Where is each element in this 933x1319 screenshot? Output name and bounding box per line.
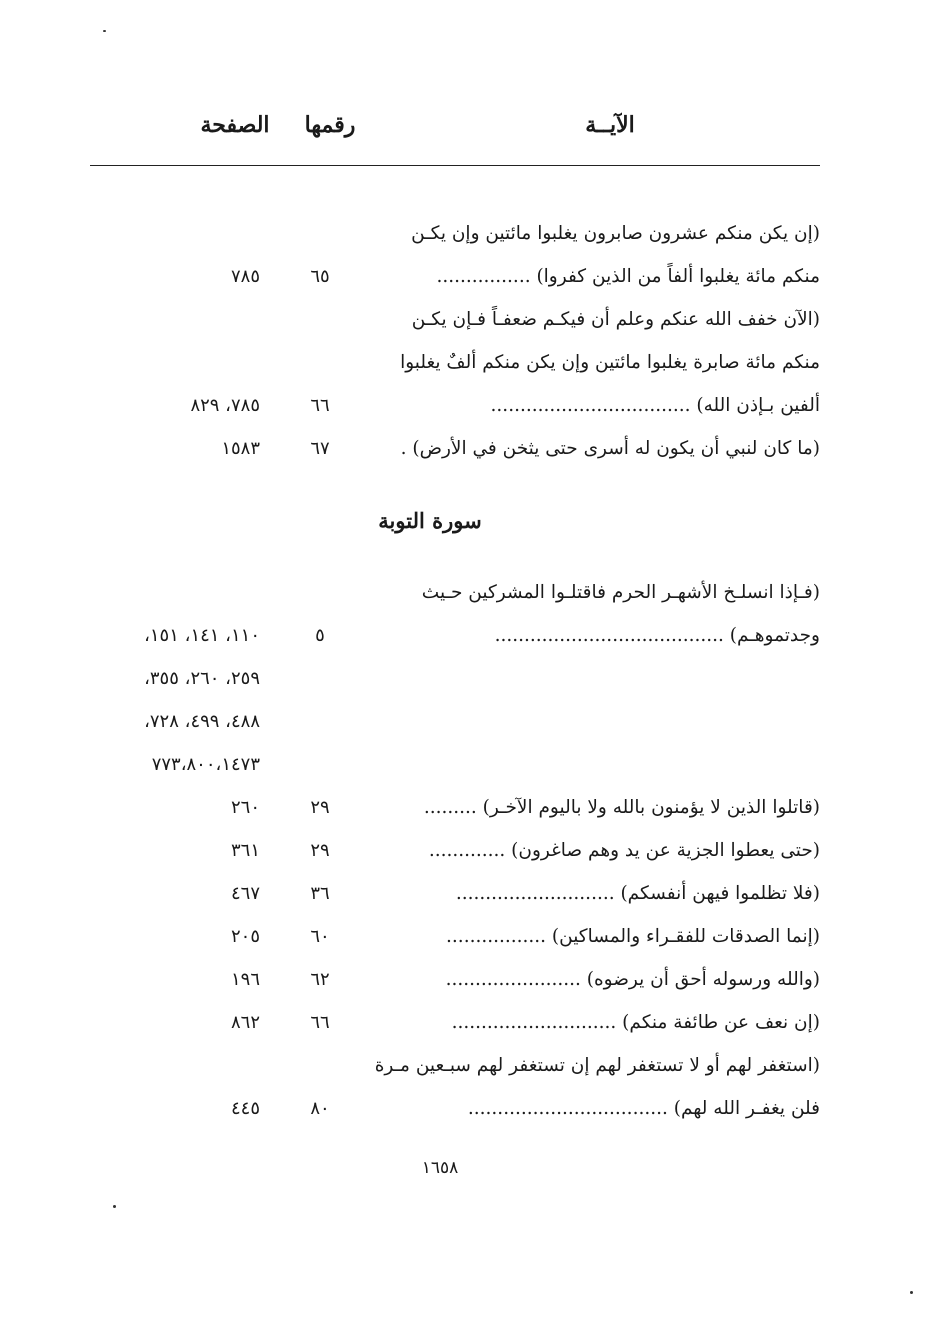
- page-references: ٢٠٥: [230, 926, 260, 947]
- verse-text: (فلا تظلموا فيهن أنفسكم) ...........................: [455, 883, 820, 904]
- page-references: ٤٦٧: [230, 883, 260, 904]
- speck: [103, 30, 106, 32]
- verse-number: [290, 659, 350, 699]
- page-references: [90, 300, 260, 340]
- verse-number: [290, 702, 350, 742]
- verse-text: [360, 702, 820, 742]
- page-references: ١١٠، ١٤١، ١٥١،: [144, 625, 260, 646]
- header-rule: [90, 165, 820, 166]
- verse-number: ٢٩: [310, 797, 330, 818]
- page-references: ٢٦٠: [230, 797, 260, 818]
- verse-number: ٦٦: [310, 1012, 330, 1033]
- verse-text: (فـإذا انسلـخ الأشهـر الحرم فاقتلـوا المشركين حـيث: [421, 582, 820, 603]
- header-verse: الآيــة: [585, 112, 635, 138]
- verse-text: ألفين بـإذن الله) ..................................: [490, 395, 820, 416]
- verse-number: ٦٠: [310, 926, 330, 947]
- verse-number: [290, 745, 350, 785]
- page-references: ٧٨٥، ٨٢٩: [190, 395, 260, 416]
- verse-text: وجدتموهـم) .......................................: [494, 625, 820, 646]
- verse-text: (قاتلوا الذين لا يؤمنون بالله ولا باليوم الآخـر) .........: [423, 797, 820, 818]
- verse-number: ٨٠: [310, 1098, 330, 1119]
- verse-text: (الآن خفف الله عنكم وعلم أن فيكـم ضعفـاً فـإن يكـن: [411, 309, 820, 330]
- verse-text: (استغفر لهم أو لا تستغفر لهم إن تستغفر لهم سبـعين مـرة: [374, 1055, 820, 1076]
- page-references: [90, 1046, 260, 1086]
- verse-number: ٦٦: [310, 395, 330, 416]
- verse-text: (إن نعف عن طائفة منكم) ............................: [451, 1012, 820, 1033]
- page-references: ٣٦١: [230, 840, 260, 861]
- page-references: ٢٥٩، ٢٦٠، ٣٥٥،: [144, 668, 260, 689]
- verse-text: فلن يغفـر الله لهم) ..................................: [467, 1098, 820, 1119]
- verse-number: [290, 1046, 350, 1086]
- verse-number: ٣٦: [310, 883, 330, 904]
- verse-text: (والله ورسوله أحق أن يرضوه) .......................: [445, 969, 820, 990]
- speck: [113, 1205, 116, 1208]
- verse-number: ٢٩: [310, 840, 330, 861]
- page-references: ٧٨٥: [230, 266, 260, 287]
- verse-number: ٦٥: [310, 266, 330, 287]
- speck: [910, 1291, 913, 1294]
- verse-number: [290, 343, 350, 383]
- header-page: الصفحة: [200, 112, 270, 138]
- page-references: ١٩٦: [230, 969, 260, 990]
- page-references: [90, 214, 260, 254]
- verse-number: [290, 214, 350, 254]
- page-references: ١٥٨٣: [221, 438, 260, 459]
- header-number: رقمها: [304, 112, 356, 138]
- page-references: [90, 343, 260, 383]
- verse-number: ٦٢: [310, 969, 330, 990]
- verse-number: ٦٧: [310, 438, 330, 459]
- page-references: ٨٦٢: [230, 1012, 260, 1033]
- verse-text: [360, 659, 820, 699]
- verse-text: [360, 745, 820, 785]
- verse-number: [290, 573, 350, 613]
- page-references: ٧٧٣،٨٠٠،١٤٧٣: [151, 754, 260, 775]
- verse-text: (حتى يعطوا الجزية عن يد وهم صاغرون) .............: [428, 840, 820, 861]
- verse-text: (إنما الصدقات للفقـراء والمساكين) .................: [446, 926, 820, 947]
- verse-text: منكم مائة صابرة يغلبوا مائتين وإن يكن منكم ألفٌ يغلبوا: [400, 352, 820, 373]
- page-references: ٤٨٨، ٤٩٩، ٧٢٨،: [144, 711, 260, 732]
- surah-title: سورة التوبة: [378, 508, 482, 533]
- verse-text: منكم مائة يغلبوا ألفاً من الذين كفروا) ................: [436, 266, 820, 287]
- verse-text: (ما كان لنبي أن يكون له أسرى حتى يثخن في الأرض) .: [400, 438, 820, 459]
- verse-number: [290, 300, 350, 340]
- page-references: [90, 573, 260, 613]
- page-number: ١٦٥٨: [421, 1158, 459, 1178]
- page-references: ٤٤٥: [230, 1098, 260, 1119]
- verse-text: (إن يكن منكم عشرون صابرون يغلبوا مائتين وإن يكـن: [411, 223, 820, 244]
- verse-number: ٥: [315, 625, 325, 646]
